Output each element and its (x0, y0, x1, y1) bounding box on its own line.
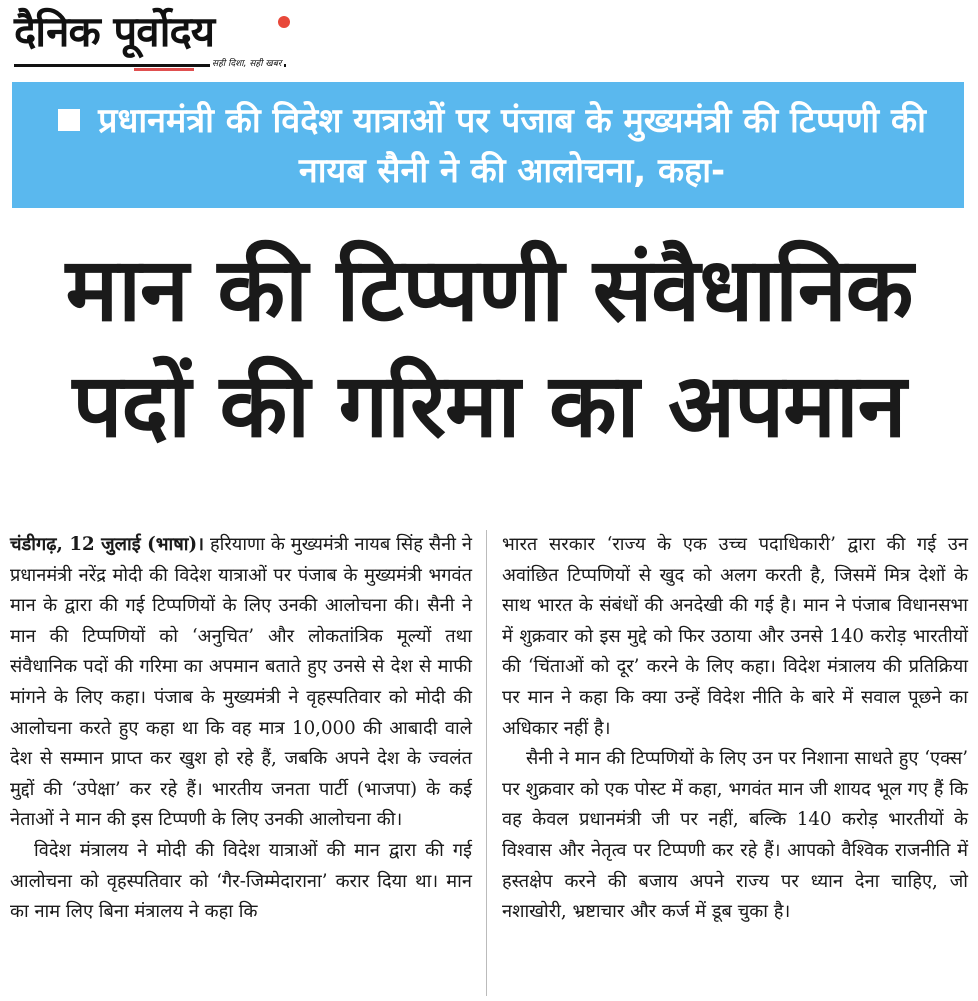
masthead (14, 6, 294, 72)
article-paragraph: भारत सरकार ‘राज्य के एक उच्च पदाधिकारी’ द्वारा की गई उन अवांछित टिप्पणियों से खुद को अलग करती है, जिसमें मित्र देशों के साथ भारत के संबंधों की अनदेखी की गई है। मान ने पंजाब विधानसभा में शुक्रवार को इस मुद्दे को फिर उठाया और उनसे 140 करोड़ भारतीयों की ‘चिंताओं को दूर’ करने के लिए कहा। विदेश मंत्रालय की प्रतिक्रिया पर मान ने कहा कि क्या उन्हें विदेश नीति के बारे में सवाल पूछने का अधिकार नहीं है। (502, 534, 968, 739)
article-column-left (10, 530, 472, 928)
column-divider (486, 530, 487, 996)
masthead-accent-bar (134, 68, 194, 71)
kicker-banner (12, 82, 964, 208)
headline-line-2: पदों की गरिमा का अपमान (72, 354, 906, 457)
kicker-text: प्रधानमंत्री की विदेश यात्राओं पर पंजाब के मुख्यमंत्री की टिप्पणी की नायब सैनी ने की आलोचना, कहा- (98, 101, 926, 191)
masthead-tagline: सही दिशा, सही खबर (210, 56, 284, 69)
masthead-accent-dot (278, 16, 290, 28)
article-paragraph (10, 530, 472, 836)
dateline: चंडीगढ़, 12 जुलाई (भाषा)। (10, 534, 204, 555)
bullet-square-icon (58, 109, 80, 131)
paragraph-text: हरियाणा के मुख्यमंत्री नायब सिंह सैनी ने प्रधानमंत्री नरेंद्र मोदी की विदेश यात्राओं पर पंजाब के मुख्यमंत्री भगवंत मान के द्वारा की गई टिप्पणियों के लिए उनकी आलोचना की। सैनी ने मान की टिप्पणियों को ‘अनुचित’ और लोकतांत्रिक मूल्यों तथा संवैधानिक पदों की गरिमा का अपमान बताते हुए उनसे से देश से माफी मांगने के लिए कहा। पंजाब के मुख्यमंत्री ने वृहस्पतिवार को मोदी की आलोचना करते हुए कहा था कि वह मात्र 10,000 की आबादी वाले देश से सम्मान प्राप्त कर खुश हो रहे हैं, जबकि अपने देश के ज्वलंत मुद्दों की ‘उपेक्षा’ कर रहे हैं। भारतीय जनता पार्टी (भाजपा) के कई नेताओं ने मान की इस टिप्पणी के लिए उनकी आलोचना की। (10, 534, 472, 831)
article-paragraph: सैनी ने मान की टिप्पणियों के लिए उन पर निशाना साधते हुए ‘एक्स’ पर शुक्रवार को एक पोस्ट में कहा, भगवंत मान जी शायद भूल गए हैं कि वह केवल प्रधानमंत्री जी पर नहीं, बल्कि 140 करोड़ भारतीयों के विश्वास और नेतृत्व पर टिप्पणी कर रहे हैं। आपको वैश्विक राजनीति में हस्तक्षेप करने की बजाय अपने राज्य पर ध्यान देना चाहिए, जो नशाखोरी, भ्रष्टाचार और कर्ज में डूब चुका है। (502, 748, 968, 923)
headline (10, 232, 968, 464)
headline-line-1: मान की टिप्पणी संवैधानिक (65, 238, 913, 341)
article-paragraph: विदेश मंत्रालय ने मोदी की विदेश यात्राओं की मान द्वारा की गई आलोचना को वृहस्पतिवार को ‘गैर-जिम्मेदाराना’ करार दिया था। मान का नाम लिए बिना मंत्रालय ने कहा कि (10, 839, 472, 923)
article-column-right (502, 530, 968, 928)
masthead-title: दैनिक पूर्वोदय (14, 7, 215, 56)
